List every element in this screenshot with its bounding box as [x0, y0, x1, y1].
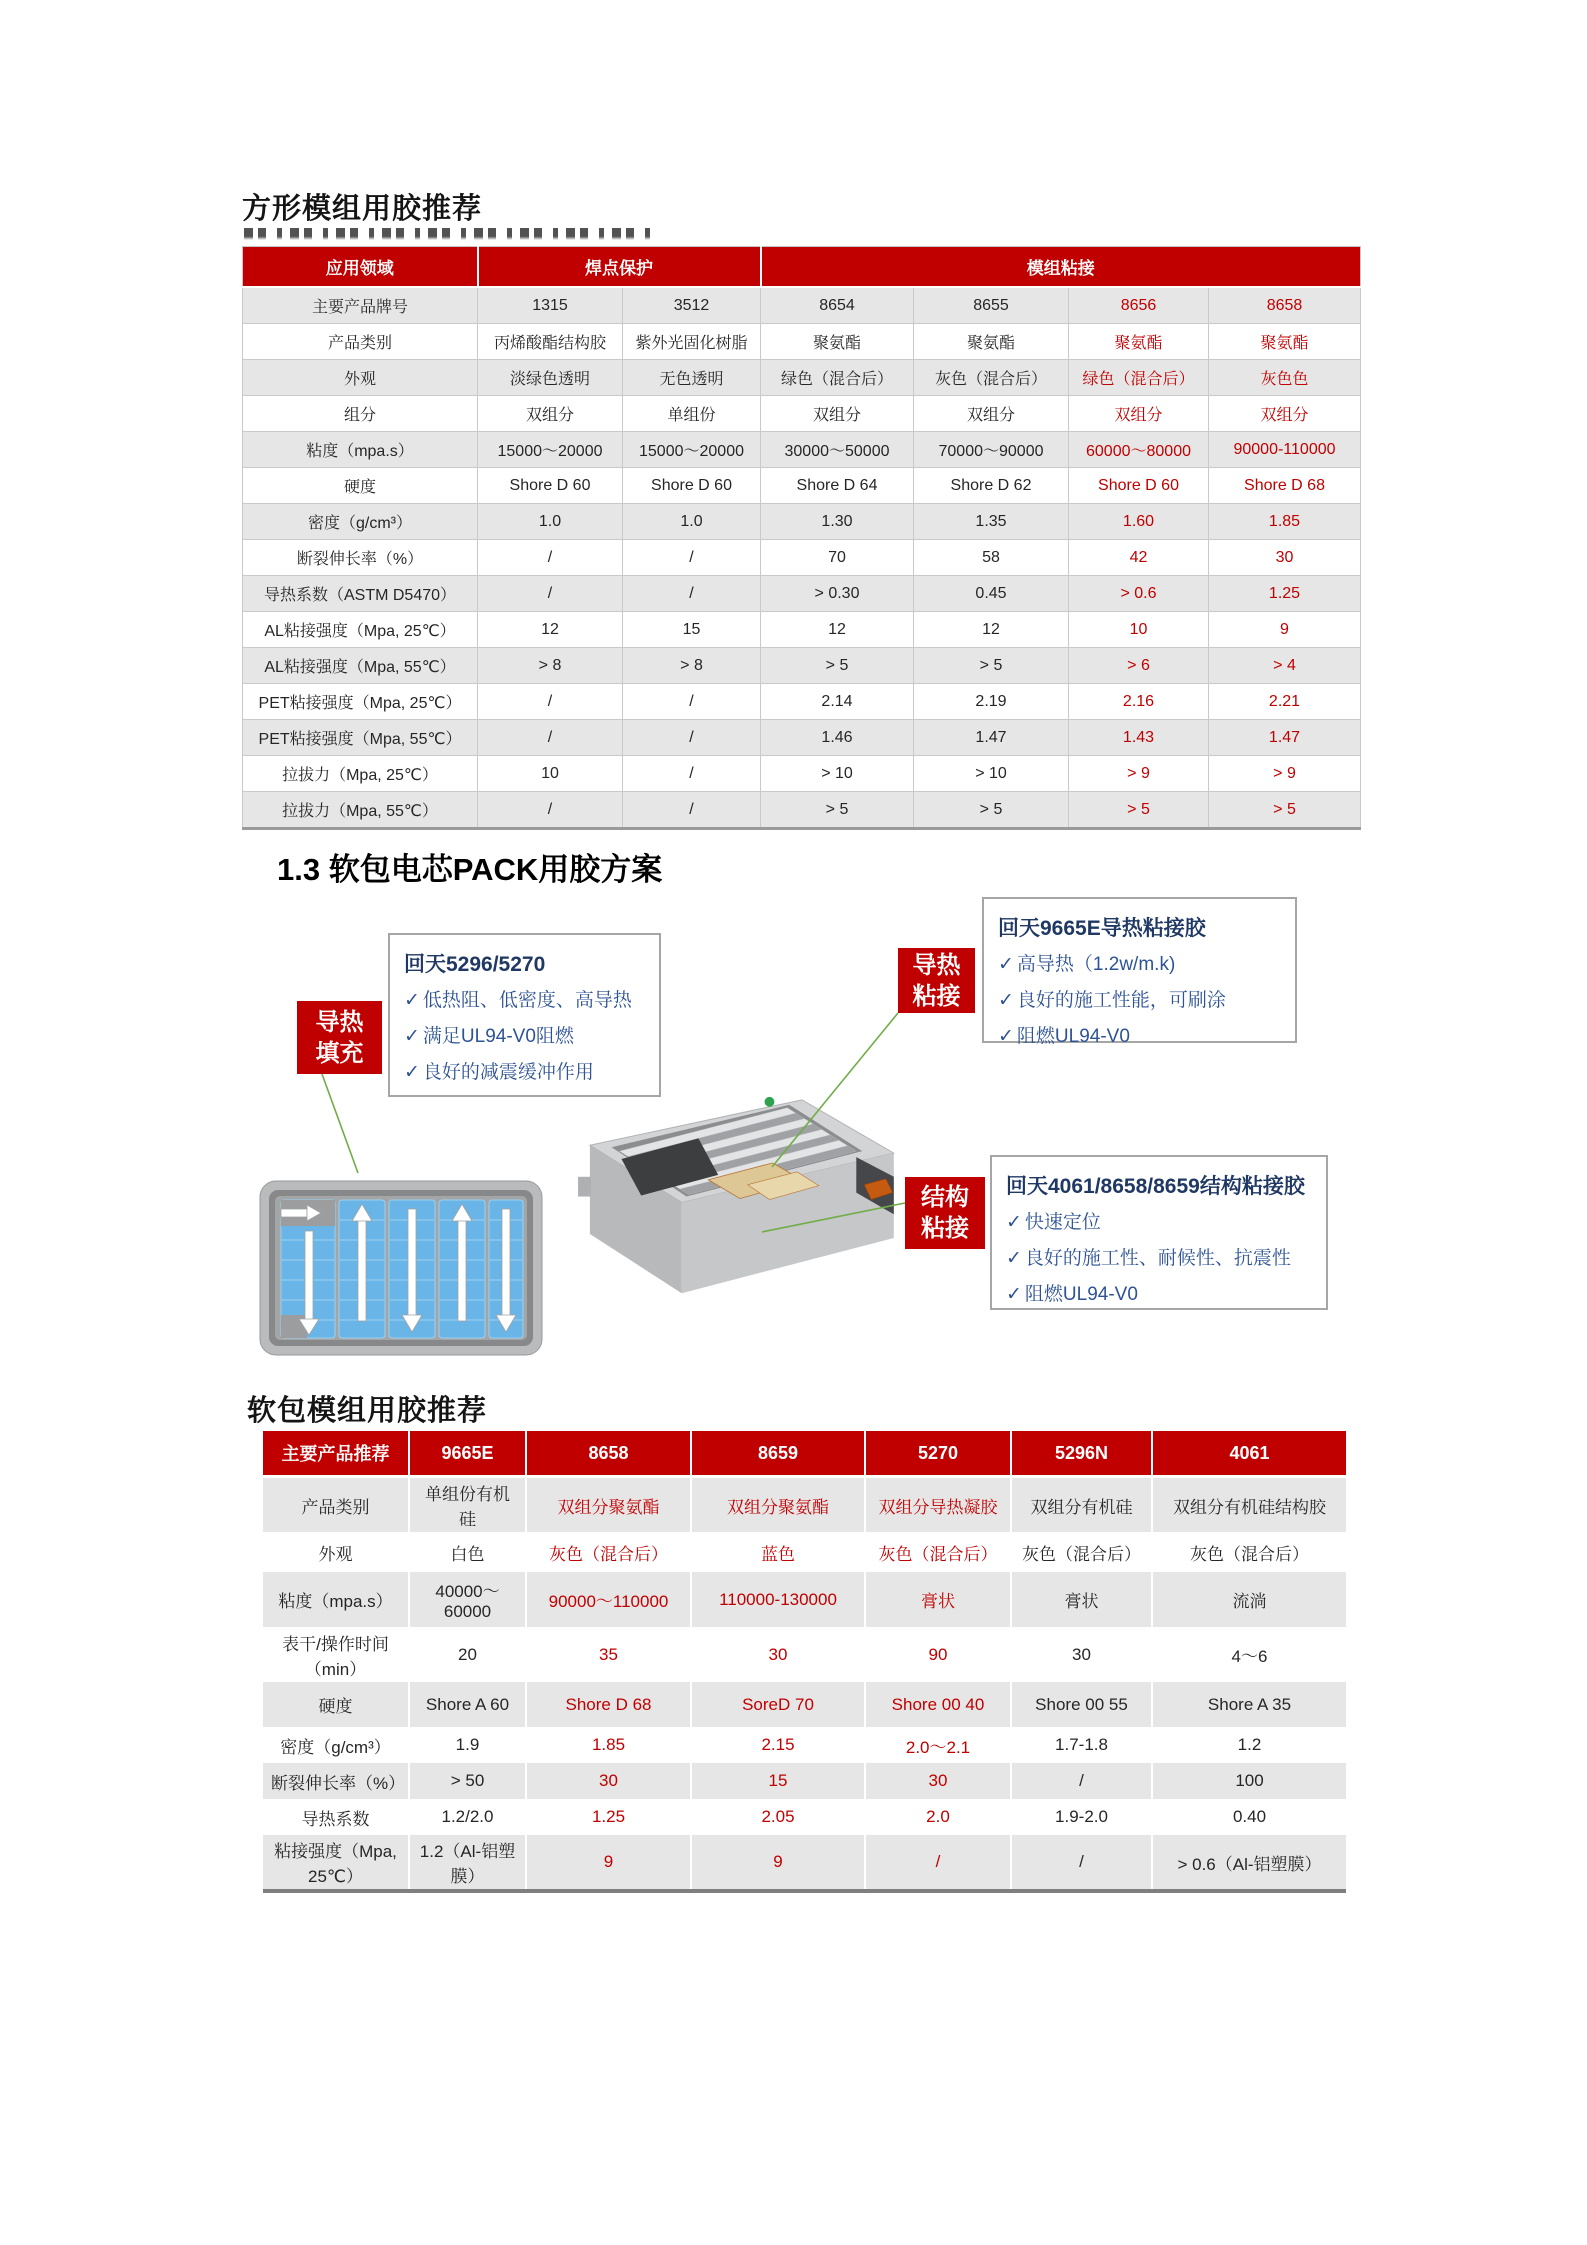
page-title: 方形模组用胶推荐: [242, 193, 483, 225]
callout-bullet: [1006, 1277, 1312, 1313]
table-cell: 30: [1209, 540, 1361, 576]
callout-bullet: [1006, 1241, 1312, 1277]
table-cell: Shore D 68: [1209, 468, 1361, 504]
table-cell: 2.15: [691, 1727, 865, 1763]
table-cell: Shore D 60: [1069, 468, 1209, 504]
row-label: 拉拔力（Mpa, 25℃）: [243, 756, 478, 792]
table-cell: /: [623, 792, 761, 829]
row-label: 外观: [318, 1544, 353, 1564]
table-cell: 聚氨酯: [1069, 324, 1209, 360]
row-label: 密度（g/cm³）: [243, 504, 478, 540]
callout-title: 回天5296/5270: [404, 953, 546, 976]
table-cell: 双组分: [1069, 396, 1209, 432]
table-cell: 灰色（混合后）: [865, 1532, 1011, 1572]
row-label: 粘接强度（Mpa, 25℃）: [263, 1835, 409, 1891]
table-cell: Shore A 35: [1152, 1682, 1346, 1727]
table-cell: 灰色（混合后）: [1152, 1532, 1346, 1572]
table-cell: 灰色色: [1209, 360, 1361, 396]
column-header: 8659: [691, 1431, 865, 1477]
table-cell: 双组分: [478, 396, 623, 432]
table-cell: > 0.6（Al-铝塑膜）: [1152, 1835, 1346, 1891]
table-cell: 绿色（混合后）: [761, 360, 914, 396]
column-header: 焊点保护: [478, 247, 761, 288]
table-cell: 1.30: [761, 504, 914, 540]
table-cell: > 8: [623, 648, 761, 684]
table-cell: 15000～20000: [623, 432, 761, 468]
table-cell: > 5: [914, 792, 1069, 829]
row-label: 粘度（mpa.s）: [263, 1572, 409, 1627]
table-cell: 12: [478, 612, 623, 648]
callout-bullet-text: 良好的施工性能，可刷涂: [1016, 990, 1226, 1011]
column-header: 4061: [1152, 1431, 1346, 1477]
table-cell: /: [623, 756, 761, 792]
structural-bond-label: 结构粘接: [905, 1177, 985, 1249]
table-cell: 30: [865, 1763, 1011, 1799]
table-cell: 双组分有机硅结构胶: [1152, 1477, 1346, 1533]
table-cell: 15: [691, 1763, 865, 1799]
table-cell: 60000～80000: [1069, 432, 1209, 468]
row-label: 断裂伸长率（%）: [263, 1763, 409, 1799]
table-cell: 15: [623, 612, 761, 648]
table-cell: 70000～90000: [914, 432, 1069, 468]
table-cell: 100: [1152, 1763, 1346, 1799]
callout-bullet: [998, 983, 1281, 1019]
table-cell: 2.0: [865, 1799, 1011, 1835]
callout-bullets: [1006, 1205, 1312, 1313]
table-cell: 聚氨酯: [914, 324, 1069, 360]
table-cell: > 10: [761, 756, 914, 792]
table-cell: > 8: [478, 648, 623, 684]
table-cell: 1.60: [1069, 504, 1209, 540]
row-label: PET粘接强度（Mpa, 55℃）: [243, 720, 478, 756]
table-cell: 1.2/2.0: [409, 1799, 526, 1835]
table-cell: /: [478, 576, 623, 612]
table-cell: 双组分聚氨酯: [526, 1477, 691, 1533]
table-cell: 聚氨酯: [761, 324, 914, 360]
table-cell: 35: [526, 1627, 691, 1682]
table-cell: 2.19: [914, 684, 1069, 720]
table-cell: /: [623, 720, 761, 756]
callout-bullet-text: 阻燃UL94-V0: [1024, 1284, 1138, 1305]
checkmark-icon: ✓: [404, 990, 420, 1011]
table-cell: > 10: [914, 756, 1069, 792]
row-label: 断裂伸长率（%）: [243, 540, 478, 576]
table-cell: Shore D 64: [761, 468, 914, 504]
table-cell: 90000～110000: [526, 1572, 691, 1627]
table-cell: 2.0～2.1: [865, 1727, 1011, 1763]
battery-module-illustration: [558, 1088, 903, 1310]
checkmark-icon: ✓: [1006, 1212, 1022, 1233]
table-cell: 1315: [478, 287, 623, 324]
table-cell: 2.14: [761, 684, 914, 720]
table-cell: 0.40: [1152, 1799, 1346, 1835]
table-cell: Shore 00 40: [865, 1682, 1011, 1727]
table-cell: 1.2（Al-铝塑膜）: [409, 1835, 526, 1891]
table-cell: /: [478, 684, 623, 720]
table-cell: 聚氨酯: [1209, 324, 1361, 360]
callout-bullet-text: 良好的减震缓冲作用: [422, 1062, 594, 1083]
table-cell: 双组分聚氨酯: [691, 1477, 865, 1533]
table-cell: 42: [1069, 540, 1209, 576]
table-cell: 90000-110000: [1209, 432, 1361, 468]
table-cell: 8658: [1209, 287, 1361, 324]
table-cell: 1.25: [1209, 576, 1361, 612]
table-cell: 丙烯酸酯结构胶: [478, 324, 623, 360]
square-module-adhesive-table: [242, 246, 1360, 830]
battery-pack-tray-image: [257, 1173, 547, 1363]
checkmark-icon: ✓: [998, 954, 1014, 975]
table-cell: /: [623, 576, 761, 612]
table-cell: > 9: [1069, 756, 1209, 792]
table-cell: 1.9: [409, 1727, 526, 1763]
callout-bullet: [404, 983, 645, 1019]
row-label: 导热系数（ASTM D5470）: [243, 576, 478, 612]
table-cell: 1.43: [1069, 720, 1209, 756]
table-cell: 10: [478, 756, 623, 792]
row-label: 产品类别: [263, 1477, 409, 1533]
callout-bullet: [1006, 1205, 1312, 1241]
table-cell: 单组份: [623, 396, 761, 432]
row-label: AL粘接强度（Mpa, 55℃）: [243, 648, 478, 684]
checkmark-icon: ✓: [998, 990, 1014, 1011]
checkmark-icon: ✓: [404, 1062, 420, 1083]
table-cell: > 0.30: [761, 576, 914, 612]
table-cell: 10: [1069, 612, 1209, 648]
table-cell: Shore D 62: [914, 468, 1069, 504]
table-cell: 12: [761, 612, 914, 648]
page-title: 软包模组用胶推荐: [247, 1395, 488, 1427]
table-cell: 双组分: [1209, 396, 1361, 432]
callout-5296-5270: [388, 933, 661, 1097]
table-cell: 1.7-1.8: [1011, 1727, 1152, 1763]
table-cell: 灰色（混合后）: [914, 360, 1069, 396]
table-cell: 紫外光固化树脂: [623, 324, 761, 360]
checkmark-icon: ✓: [404, 1026, 420, 1047]
table-cell: 15000～20000: [478, 432, 623, 468]
table-cell: 1.2: [1152, 1727, 1346, 1763]
table-cell: 2.21: [1209, 684, 1361, 720]
table-cell: > 5: [761, 792, 914, 829]
row-label: 外观: [243, 360, 478, 396]
table-cell: > 5: [1069, 792, 1209, 829]
row-label: AL粘接强度（Mpa, 25℃）: [243, 612, 478, 648]
table-cell: > 6: [1069, 648, 1209, 684]
table-cell: /: [1011, 1835, 1152, 1891]
column-header: 模组粘接: [761, 247, 1361, 288]
callout-bullets: [404, 983, 645, 1091]
table-cell: 9: [691, 1835, 865, 1891]
table-cell: 4～6: [1152, 1627, 1346, 1682]
table-cell: 30: [691, 1627, 865, 1682]
checkmark-icon: ✓: [1006, 1284, 1022, 1305]
table-cell: 双组分有机硅: [1011, 1477, 1152, 1533]
table-cell: /: [478, 720, 623, 756]
row-label: 组分: [243, 396, 478, 432]
table-cell: 110000-130000: [691, 1572, 865, 1627]
table-cell: /: [865, 1835, 1011, 1891]
table-cell: 2.05: [691, 1799, 865, 1835]
table-cell: 1.85: [1209, 504, 1361, 540]
thermal-bond-label: 导热粘接: [898, 948, 975, 1013]
table-cell: 20: [409, 1627, 526, 1682]
callout-bullet-text: 高导热（1.2w/m.k): [1016, 954, 1176, 975]
column-header: 8658: [526, 1431, 691, 1477]
table-cell: 灰色（混合后）: [526, 1532, 691, 1572]
table-cell: > 5: [1209, 792, 1361, 829]
table-cell: Shore 00 55: [1011, 1682, 1152, 1727]
table-cell: 40000～60000: [409, 1572, 526, 1627]
callout-bullet: [998, 947, 1281, 983]
table-cell: 90: [865, 1627, 1011, 1682]
row-label: PET粘接强度（Mpa, 25℃）: [243, 684, 478, 720]
table-cell: 8654: [761, 287, 914, 324]
table-cell: 双组分: [914, 396, 1069, 432]
battery-tray-illustration: [257, 1173, 547, 1363]
callout-title: 回天9665E导热粘接胶: [998, 917, 1206, 940]
table-cell: 蓝色: [691, 1532, 865, 1572]
callout-bullet-text: 低热阻、低密度、高导热: [422, 990, 632, 1011]
table-cell: SoreD 70: [691, 1682, 865, 1727]
table-cell: 无色透明: [623, 360, 761, 396]
table-cell: 1.25: [526, 1799, 691, 1835]
table-cell: /: [1011, 1763, 1152, 1799]
table-cell: 0.45: [914, 576, 1069, 612]
table-cell: 12: [914, 612, 1069, 648]
callout-4061-8658-8659: [990, 1155, 1328, 1310]
table-cell: > 4: [1209, 648, 1361, 684]
table-cell: /: [623, 540, 761, 576]
callout-bullet-text: 快速定位: [1024, 1212, 1101, 1233]
pouch-module-adhesive-table: [263, 1431, 1346, 1893]
table-cell: 1.85: [526, 1727, 691, 1763]
table-cell: 9: [526, 1835, 691, 1891]
row-label: 硬度: [243, 468, 478, 504]
table-cell: > 5: [761, 648, 914, 684]
table-cell: 9: [1209, 612, 1361, 648]
table-cell: > 50: [409, 1763, 526, 1799]
callout-bullets: [998, 947, 1281, 1055]
row-label: 主要产品牌号: [243, 287, 478, 324]
column-header: 9665E: [409, 1431, 526, 1477]
table-cell: 1.35: [914, 504, 1069, 540]
table-cell: 淡绿色透明: [478, 360, 623, 396]
callout-bullet-text: 阻燃UL94-V0: [1016, 1026, 1130, 1047]
checkmark-icon: ✓: [1006, 1248, 1022, 1269]
column-header: 应用领域: [243, 247, 478, 288]
table-cell: 流淌: [1152, 1572, 1346, 1627]
table-cell: 1.47: [1209, 720, 1361, 756]
row-label: 拉拔力（Mpa, 55℃）: [243, 792, 478, 829]
row-label: 导热系数: [301, 1809, 370, 1829]
callout-bullet: [404, 1019, 645, 1055]
table-cell: /: [623, 684, 761, 720]
column-header: 5270: [865, 1431, 1011, 1477]
table-cell: 3512: [623, 287, 761, 324]
thermal-fill-label: 导热填充: [297, 1001, 382, 1074]
table-cell: 单组份有机硅: [409, 1477, 526, 1533]
table-cell: Shore D 68: [526, 1682, 691, 1727]
table-cell: 绿色（混合后）: [1069, 360, 1209, 396]
table-cell: 1.9-2.0: [1011, 1799, 1152, 1835]
table-cell: > 5: [914, 648, 1069, 684]
callout-bullet: [998, 1019, 1281, 1055]
callout-title: 回天4061/8658/8659结构粘接胶: [1006, 1175, 1305, 1198]
table-cell: 膏状: [865, 1572, 1011, 1627]
clipped-text-fragment: [244, 228, 654, 240]
column-header: 主要产品推荐: [263, 1431, 409, 1477]
table-cell: > 0.6: [1069, 576, 1209, 612]
table-cell: > 9: [1209, 756, 1361, 792]
column-header: 5296N: [1011, 1431, 1152, 1477]
table-cell: 8656: [1069, 287, 1209, 324]
row-label: 产品类别: [243, 324, 478, 360]
row-label: 粘度（mpa.s）: [243, 432, 478, 468]
table-cell: 58: [914, 540, 1069, 576]
row-label: 表干/操作时间（min）: [282, 1634, 389, 1679]
table-cell: 2.16: [1069, 684, 1209, 720]
battery-module-image: [558, 1088, 903, 1310]
table-cell: 膏状: [1011, 1572, 1152, 1627]
table-cell: Shore D 60: [623, 468, 761, 504]
table-cell: 70: [761, 540, 914, 576]
table-cell: Shore A 60: [409, 1682, 526, 1727]
checkmark-icon: ✓: [998, 1026, 1014, 1047]
table-cell: /: [478, 540, 623, 576]
table-cell: 1.46: [761, 720, 914, 756]
callout-9665e: [982, 897, 1297, 1047]
table-cell: 30: [526, 1763, 691, 1799]
table-cell: 8655: [914, 287, 1069, 324]
table-cell: 双组分导热凝胶: [865, 1477, 1011, 1533]
row-label: 硬度: [263, 1682, 409, 1727]
table-cell: 30000～50000: [761, 432, 914, 468]
section-heading: 1.3 软包电芯PACK用胶方案: [277, 852, 663, 887]
callout-bullet-text: 满足UL94-V0阻燃: [422, 1026, 574, 1047]
callout-bullet-text: 良好的施工性、耐候性、抗震性: [1024, 1248, 1291, 1269]
table-cell: 1.0: [478, 504, 623, 540]
callout-bullet: [404, 1055, 645, 1091]
table-cell: 30: [1011, 1627, 1152, 1682]
table-cell: 1.0: [623, 504, 761, 540]
table-cell: 灰色（混合后）: [1011, 1532, 1152, 1572]
table-cell: 双组分: [761, 396, 914, 432]
table-cell: 1.47: [914, 720, 1069, 756]
table-cell: /: [478, 792, 623, 829]
row-label: 密度（g/cm³）: [280, 1737, 391, 1757]
table-cell: Shore D 60: [478, 468, 623, 504]
table-cell: 白色: [409, 1532, 526, 1572]
